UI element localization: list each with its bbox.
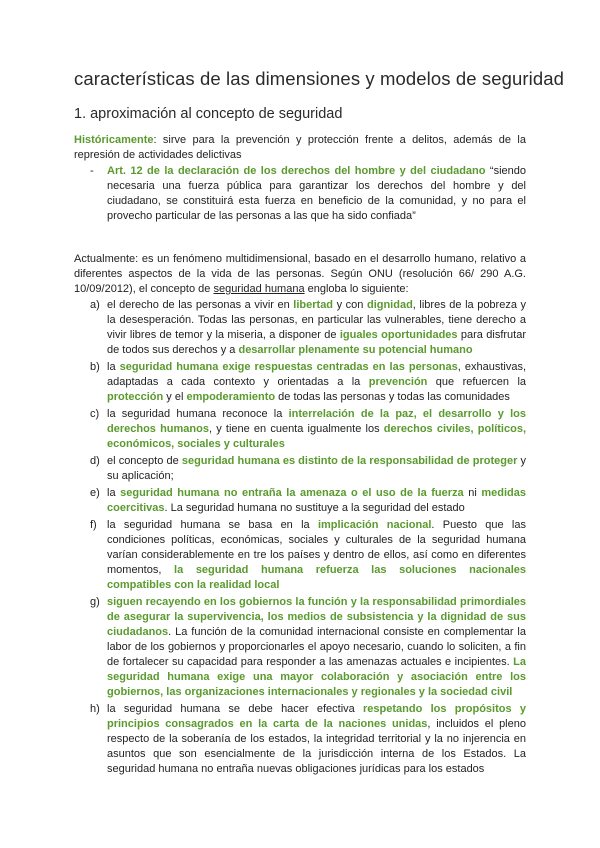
- bullet-quote-text: “siendo necesaria una fuerza pública para garantizar los derechos del hombre y del ciudadano, se constituirá esta fuerza en beneficio de la comunidad, y no para el provecho particular de las personas a las que ha sido confiada”: [107, 165, 527, 222]
- list-item: [74, 595, 526, 700]
- lettered-list: [74, 298, 526, 777]
- highlighted-text: la seguridad humana refuerza las soluciones nacionales compatibles con la realidad local: [107, 564, 526, 591]
- highlighted-text: La seguridad humana exige una mayor colaboración y asociación entre los gobiernos, las organizaciones internacionales y regionales y la sociedad civil: [107, 656, 526, 698]
- list-item-marker: c): [90, 408, 100, 420]
- bullet-dash: -: [90, 165, 94, 177]
- highlighted-text: dignidad: [366, 299, 413, 311]
- section-heading: 1. aproximación al concepto de seguridad: [74, 106, 343, 122]
- list-item-marker: a): [90, 299, 100, 311]
- list-item: [74, 360, 526, 405]
- body-text: , y tiene en cuenta igualmente los: [208, 423, 384, 435]
- list-item: [74, 407, 526, 452]
- list-item-marker: b): [90, 361, 100, 373]
- highlighted-text: prevención: [368, 376, 428, 388]
- list-item: [74, 702, 526, 777]
- highlighted-text: derechos civiles, políticos, económicos, sociales y culturales: [107, 423, 527, 450]
- body-text: . Puesto que las condiciones políticas, económicas, sociales y culturales de la seguridad humana varían considerablemente en tre los países y dentro de ellos, así como en diferentes momentos,: [107, 519, 526, 576]
- highlighted-text: respetando los propósitos y principios consagrados en la carta de la naciones unidas: [107, 703, 526, 730]
- highlighted-text: desarrollar plenamente su potencial humano: [238, 344, 473, 356]
- body-text: para disfrutar de todos sus derechos y a: [107, 329, 526, 356]
- list-item: [74, 486, 526, 516]
- body-text: la: [107, 361, 120, 373]
- body-text: y su aplicación;: [107, 455, 526, 482]
- list-item: [74, 454, 526, 484]
- list-item-marker: d): [90, 455, 100, 467]
- body-text: el derecho de las personas a vivir en: [107, 299, 294, 311]
- body-text: de todas las personas y todas las comunidades: [275, 391, 510, 403]
- actualmente-text-2: engloba lo siguiente:: [304, 283, 409, 295]
- highlighted-text: interrelación de la paz, el desarrollo y los derechos humanos: [107, 408, 526, 435]
- highlighted-text: seguridad humana es distinto de la responsabilidad de proteger: [181, 455, 518, 467]
- highlighted-text: medidas coercitivas: [107, 487, 526, 514]
- list-item-marker: g): [90, 596, 100, 608]
- highlighted-text: iguales oportunidades: [339, 329, 458, 341]
- highlighted-text: seguridad humana no entraña la amenaza o el uso de la fuerza: [120, 487, 464, 499]
- body-text: . La seguridad humana no sustituye a la seguridad del estado: [164, 502, 465, 514]
- list-item-marker: f): [90, 519, 97, 531]
- highlighted-text: seguridad humana exige respuestas centradas en las personas: [119, 361, 458, 373]
- list-item-marker: e): [90, 487, 100, 499]
- highlighted-text: empoderamiento: [186, 391, 276, 403]
- body-text: el concepto de: [107, 455, 182, 467]
- seguridad-humana-underlined: seguridad humana: [213, 283, 305, 295]
- list-item-marker: h): [90, 703, 100, 715]
- highlighted-text: siguen recayendo en los gobiernos la función y la responsabilidad primordiales de asegurar la supervivencia, los medios de subsistencia y la dignidad de sus ciudadanos: [107, 596, 526, 638]
- highlighted-text: libertad: [293, 299, 334, 311]
- highlighted-text: implicación nacional: [317, 519, 432, 531]
- historico-paragraph: [74, 133, 526, 163]
- historico-label: Históricamente: [74, 134, 154, 146]
- body-text: ni: [463, 487, 482, 499]
- actualmente-text-1: Actualmente: es un fenómeno multidimensional, basado en el desarrollo humano, relativo a diferentes aspectos de la vida de las personas. Según ONU (resolución 66/ 290 A.G. 10/09/2012), el concepto de: [74, 253, 526, 295]
- body-text: . La función de la comunidad internacional consiste en complementar la labor de los gobiernos y proporcionarles el apoyo necesario, cuando lo soliciten, a fin de fortalecer su capacidad para responder a las amenazas actuales e incipientes.: [107, 626, 526, 668]
- list-item: [74, 518, 526, 593]
- historico-text: : sirve para la prevención y protección frente a delitos, además de la represión de actividades delictivas: [74, 134, 526, 161]
- body-text: , exhaustivas, adaptadas a cada contexto y orientadas a la: [107, 361, 526, 388]
- body-text: que refuercen la: [427, 376, 526, 388]
- page-title: características de las dimensiones y modelos de seguridad: [74, 68, 565, 89]
- body-text: la seguridad humana reconoce la: [107, 408, 289, 420]
- list-item: [74, 298, 526, 358]
- bullet-bold-text: Art. 12 de la declaración de los derechos del hombre y del ciudadano: [107, 165, 486, 177]
- body-text: , incluidos el pleno respecto de la soberanía de los estados, la integridad territorial y la no injerencia en asuntos que son esencialmente de la jurisdicción interna de los Estados. La seguridad humana no entraña nuevas obligaciones jurídicas para los estados: [107, 718, 526, 775]
- body-text: y el: [163, 391, 187, 403]
- body-text: y con: [333, 299, 367, 311]
- highlighted-text: protección: [107, 391, 164, 403]
- body-text: la: [107, 487, 121, 499]
- body-text: la seguridad humana se debe hacer efectiva: [107, 703, 364, 715]
- actualmente-paragraph: [74, 252, 526, 297]
- body-text: la seguridad humana se basa en la: [107, 519, 318, 531]
- body-text: , libres de la pobreza y la desesperación. Todas las personas, en particular las vulnerables, tiene derecho a vivir libres de temor y la miseria, a disponer de: [107, 299, 527, 341]
- historico-bullet: [74, 164, 526, 224]
